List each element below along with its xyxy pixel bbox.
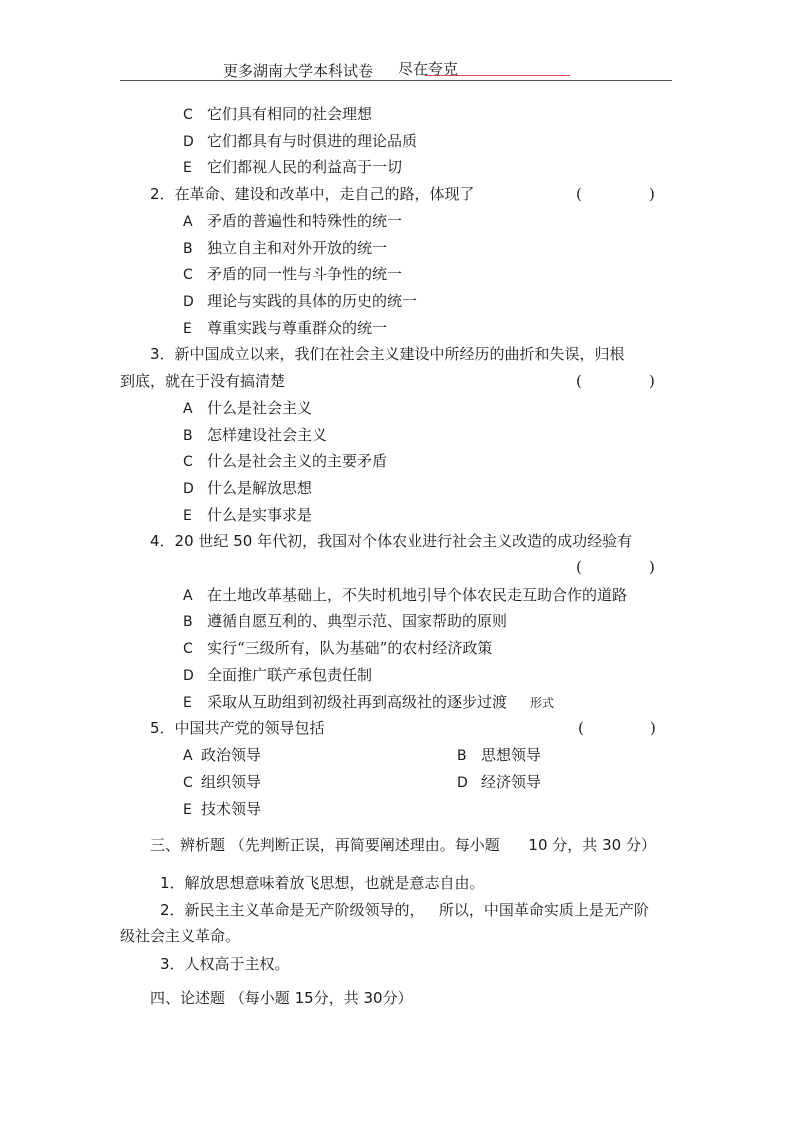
option-letter: B [183,428,193,444]
section3-heading [150,835,656,855]
header-red-underline [425,75,570,76]
q2-answer-paren-open: ( [576,185,582,203]
option-text: 采取从互助组到初级社再到高级社的逐步过渡 [207,693,508,711]
option-letter: E [183,802,192,818]
score-total: 30 [363,989,383,1007]
item-number: 2． [160,901,185,919]
question-number: 5． [150,719,175,737]
option-letter: D [457,775,468,791]
item-number: 3． [160,955,185,973]
question-number: 2． [150,185,175,203]
section3-item-3 [160,954,290,974]
q2-option-e [183,318,387,339]
q2-option-d [183,291,417,312]
item-number: 1． [160,874,185,892]
option-letter: A [183,588,193,604]
score-total: 30 [602,836,622,854]
option-text: 全面推广联产承包责任制 [207,666,373,684]
option-letter: C [183,641,193,657]
option-letter: B [183,241,193,257]
q5-answer-paren-open: ( [578,719,584,737]
q2-answer-paren-close: ) [649,185,655,203]
q3-answer-paren-open: ( [576,372,582,390]
option-letter: A [183,401,193,417]
q3-option-b [183,425,327,446]
q4-option-c [183,638,492,659]
q5-option-b [457,745,541,766]
option-text: 什么是社会主义 [207,399,313,417]
section3-item-2-line1 [160,900,649,920]
q5-answer-paren-close: ) [650,719,656,737]
option-text: 什么是解放思想 [207,479,313,497]
option-text: 它们具有相同的社会理想 [207,105,373,123]
section4-heading [150,988,413,1008]
q4-stem [150,531,632,551]
option-text: 理论与实践的具体的历史的统一 [207,292,418,310]
option-letter: D [183,134,194,150]
q2-option-c [183,264,402,285]
q5-option-d [457,772,541,793]
q4-answer-paren-open: ( [576,558,582,576]
option-letter: B [183,614,193,630]
option-letter: E [183,695,192,711]
question-text: 中国共产党的领导包括 [174,719,325,737]
score-per-item: 10 [528,836,548,854]
q1-option-c [183,104,372,125]
option-letter: D [183,668,194,684]
question-text: 新中国成立以来，我们在社会主义建设中所经历的曲折和失误，归根 [174,345,625,363]
option-text: 实行“三级所有，队为基础”的农村经济政策 [207,639,493,657]
option-text: 遵循自愿互利的、典型示范、国家帮助的原则 [207,612,508,630]
option-text: 什么是社会主义的主要矛盾 [207,452,388,470]
option-text: 组织领导 [201,773,262,791]
option-text: 矛盾的普遍性和特殊性的统一 [207,212,403,230]
option-letter: C [183,775,193,791]
option-letter: E [183,321,192,337]
q4-answer-paren-close: ) [649,558,655,576]
option-text: 矛盾的同一性与斗争性的统一 [207,265,403,283]
q3-stem-line1 [150,344,625,364]
question-number: 4． [150,532,175,550]
section-title: 三、辨析题 [150,836,226,854]
option-letter: D [183,481,194,497]
q3-option-c [183,451,387,472]
section-title: 四、论述题 [150,989,226,1007]
q4-option-e [183,692,507,713]
q2-stem [150,184,475,204]
option-text: 技术领导 [201,800,262,818]
section3-item-1 [160,873,485,893]
option-text: 在土地改革基础上，不失时机地引导个体农民走互助合作的道路 [207,586,628,604]
q3-option-e [183,505,312,526]
decade-number: 50 [233,532,253,550]
q5-option-a [183,745,261,766]
q3-stem-line2: 到底，就在于没有搞清楚 [120,372,286,390]
option-letter: A [183,748,193,764]
item-text: 新民主主义革命是无产阶级领导的， [184,901,425,919]
option-letter: B [457,748,467,764]
option-text: 思想领导 [481,746,542,764]
section-note: （先判断正误，再简要阐述理由。每小题 [229,836,500,854]
header-divider [120,80,672,81]
q4-option-a [183,585,627,606]
q2-option-b [183,238,387,259]
option-letter: D [183,294,194,310]
option-text: 独立自主和对外开放的统一 [207,239,388,257]
q1-option-e [183,157,402,178]
q2-option-a [183,211,402,232]
q1-option-d [183,131,417,152]
option-text: 它们都视人民的利益高于一切 [207,158,403,176]
section3-item-2-line2: 级社会主义革命。 [120,927,241,945]
item-text: 所以，中国革命实质上是无产阶 [438,901,649,919]
q5-option-e [183,799,261,820]
section-note: 分） [625,836,656,854]
q3-answer-paren-close: ) [649,372,655,390]
option-letter: C [183,107,193,123]
item-text: 解放思想意味着放飞思想，也就是意志自由。 [184,874,485,892]
item-text: 人权高于主权。 [184,955,290,973]
option-letter: C [183,267,193,283]
q5-option-c [183,772,261,793]
header-slogan: 尽在夸克 [398,60,459,78]
q4-option-e-suffix: 形式 [530,696,555,710]
header-title: 更多湖南大学本科试卷 [223,62,374,80]
section-note: 分，共 [552,836,598,854]
option-letter: C [183,454,193,470]
q4-option-b [183,611,507,632]
page-header [0,58,792,82]
question-number: 3． [150,345,175,363]
option-text: 政治领导 [201,746,262,764]
option-text: 尊重实践与尊重群众的统一 [207,319,388,337]
option-letter: E [183,508,192,524]
option-text: 怎样建设社会主义 [207,426,328,444]
question-text-part: 世纪 [198,532,229,550]
q5-stem [150,718,325,738]
section-note: 分） [382,989,413,1007]
option-text: 什么是实事求是 [207,506,313,524]
question-text-part: 年代初，我国对个体农业进行社会主义改造的成功经验有 [257,532,633,550]
score-per-item: 15 [294,989,314,1007]
question-text: 在革命、建设和改革中，走自己的路，体现了 [174,185,475,203]
section-note: （每小题 [229,989,290,1007]
q3-option-a [183,398,312,419]
year-number: 20 [174,532,194,550]
section-note: 分，共 [313,989,359,1007]
option-text: 经济领导 [481,773,542,791]
option-letter: A [183,214,193,230]
q3-option-d [183,478,312,499]
option-letter: E [183,160,192,176]
q4-option-d [183,665,372,686]
option-text: 它们都具有与时俱进的理论品质 [207,132,418,150]
